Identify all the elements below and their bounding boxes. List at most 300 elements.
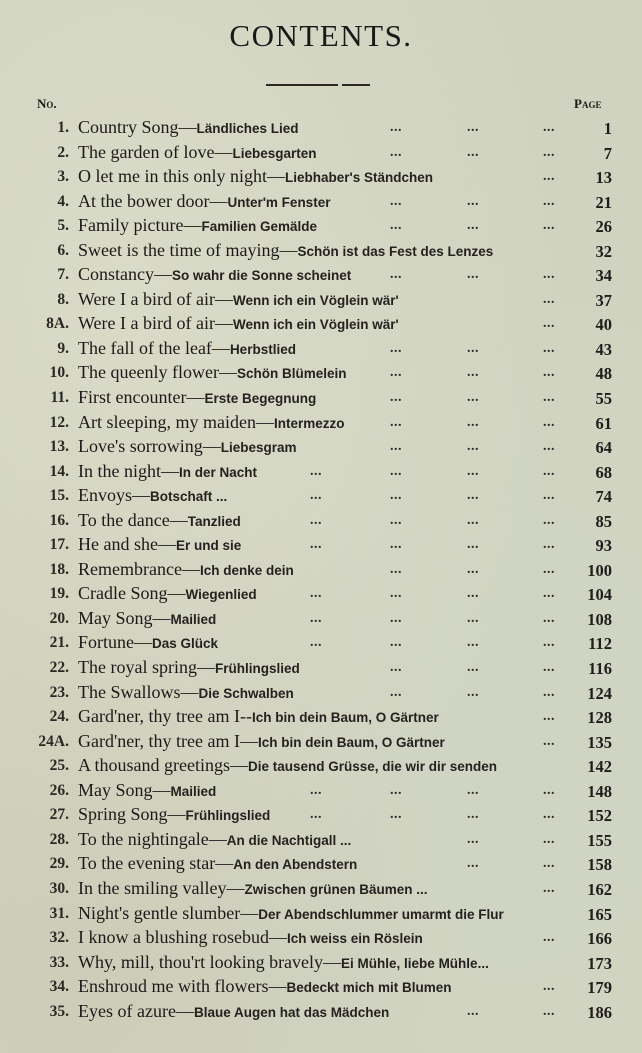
leader-dots: ... xyxy=(310,537,322,553)
english-title: Gard'ner, thy tree am I-- xyxy=(78,706,252,727)
entry-title xyxy=(78,632,218,653)
english-title: A thousand greetings— xyxy=(78,755,248,776)
leader-dots: ... xyxy=(467,365,479,381)
page-number: 135 xyxy=(587,732,612,752)
leader-dots: ... xyxy=(543,365,555,381)
leader-dots: ... xyxy=(543,488,555,504)
leader-dots: ... xyxy=(543,880,555,896)
contents-entry xyxy=(0,804,642,829)
contents-entry xyxy=(0,510,642,535)
leader-dots: ... xyxy=(543,807,555,823)
contents-entry xyxy=(0,412,642,437)
german-title: Der Abendschlummer umarmt die Flur xyxy=(258,906,504,922)
page-number: 7 xyxy=(603,143,612,163)
leader-dots: ... xyxy=(390,635,402,651)
entry-title xyxy=(78,731,445,752)
english-title: The royal spring— xyxy=(78,657,215,678)
entry-title xyxy=(78,362,346,383)
english-title: Fortune— xyxy=(78,632,152,653)
leader-dots: ... xyxy=(467,537,479,553)
entry-title xyxy=(78,755,497,776)
english-title: Cradle Song— xyxy=(78,583,186,604)
entry-number: 20. xyxy=(49,609,69,627)
entry-number: 11. xyxy=(50,389,69,407)
german-title: Liebesgram xyxy=(220,440,297,456)
contents-entry xyxy=(0,927,642,952)
leader-dots: ... xyxy=(467,1003,479,1019)
german-title: Bedeckt mich mit Blumen xyxy=(286,980,452,996)
contents-entry xyxy=(0,608,642,633)
page-number: 186 xyxy=(587,1002,612,1022)
entry-title xyxy=(78,829,351,850)
leader-dots: ... xyxy=(543,463,555,479)
leader-dots: ... xyxy=(543,390,555,406)
leader-dots: ... xyxy=(467,856,479,872)
contents-entry xyxy=(0,436,642,461)
entry-title xyxy=(78,510,241,531)
german-title: Schön ist das Fest des Lenzes xyxy=(297,243,494,259)
entry-number: 12. xyxy=(49,413,69,431)
page-number: 1 xyxy=(603,119,612,138)
entry-number: 24. xyxy=(49,708,69,726)
entry-title xyxy=(78,1001,389,1022)
leader-dots: ... xyxy=(543,291,555,307)
entry-number: 27. xyxy=(49,806,69,824)
leader-dots: ... xyxy=(390,561,402,577)
english-title: At the bower door— xyxy=(78,190,228,211)
german-title: Ei Mühle, liebe Mühle... xyxy=(341,955,489,971)
contents-entry xyxy=(0,731,642,756)
page-number: 64 xyxy=(595,438,612,458)
leader-dots: ... xyxy=(543,733,555,749)
english-title: First encounter— xyxy=(78,387,205,408)
german-title: Erste Begegnung xyxy=(204,391,317,407)
contents-entry xyxy=(0,117,642,142)
leader-dots: ... xyxy=(543,831,555,847)
page-number: 158 xyxy=(587,855,612,875)
contents-entry xyxy=(0,338,642,363)
leader-dots: ... xyxy=(543,193,555,209)
german-title: Mailied xyxy=(170,611,217,627)
leader-dots: ... xyxy=(390,463,402,479)
page-number: 128 xyxy=(587,708,612,728)
english-title: Were I a bird of air— xyxy=(78,313,233,334)
leader-dots: ... xyxy=(543,340,555,356)
contents-entry xyxy=(0,313,642,338)
german-title: Tanzlied xyxy=(187,513,241,529)
entry-title xyxy=(78,804,270,825)
leader-dots: ... xyxy=(390,390,402,406)
contents-entry xyxy=(0,632,642,657)
english-title: The garden of love— xyxy=(78,141,233,162)
german-title: Frühlingslied xyxy=(214,661,300,677)
leader-dots: ... xyxy=(310,807,322,823)
entry-title xyxy=(78,976,452,997)
entry-number: 2. xyxy=(57,143,69,161)
leader-dots: ... xyxy=(390,586,402,602)
english-title: The queenly flower— xyxy=(78,362,237,383)
entry-number: 28. xyxy=(49,830,69,848)
english-title: Envoys— xyxy=(78,485,150,506)
leader-dots: ... xyxy=(543,635,555,651)
leader-dots: ... xyxy=(390,144,402,160)
page-number: 21 xyxy=(595,192,612,212)
leader-dots: ... xyxy=(543,537,555,553)
contents-entry xyxy=(0,264,642,289)
entry-number: 19. xyxy=(49,585,69,603)
contents-entry xyxy=(0,878,642,903)
english-title: The fall of the leaf— xyxy=(78,337,230,358)
contents-entry xyxy=(0,142,642,167)
english-title: Constancy— xyxy=(78,264,172,285)
english-title: To the nightingale— xyxy=(78,828,227,849)
leader-dots: ... xyxy=(467,414,479,430)
contents-entry xyxy=(0,166,642,191)
leader-dots: ... xyxy=(467,684,479,700)
german-title: Wiegenlied xyxy=(185,587,257,603)
leader-dots: ... xyxy=(390,684,402,700)
contents-entry xyxy=(0,215,642,240)
entry-title xyxy=(78,215,317,236)
contents-entry xyxy=(0,191,642,216)
page-number: 48 xyxy=(595,364,612,384)
entry-title xyxy=(78,682,294,703)
german-title: Schön Blümelein xyxy=(236,366,347,382)
entry-title xyxy=(78,313,399,334)
entry-number: 34. xyxy=(49,978,69,996)
german-title: An den Abendstern xyxy=(233,857,358,873)
entry-number: 13. xyxy=(49,438,69,456)
english-title: Country Song— xyxy=(78,117,197,137)
english-title: Love's sorrowing— xyxy=(78,436,221,457)
leader-dots: ... xyxy=(543,218,555,234)
page-number: 43 xyxy=(595,339,612,359)
entry-title xyxy=(78,853,357,874)
german-title: Herbstlied xyxy=(229,341,296,357)
leader-dots: ... xyxy=(543,586,555,602)
leader-dots: ... xyxy=(390,414,402,430)
english-title: In the smiling valley— xyxy=(78,877,245,898)
german-title: So wahr die Sonne scheinet xyxy=(172,268,352,284)
entry-title xyxy=(78,191,330,212)
german-title: Die tausend Grüsse, die wir dir senden xyxy=(247,759,498,775)
leader-dots: ... xyxy=(310,782,322,798)
german-title: Liebhaber's Ständchen xyxy=(285,170,433,186)
page-number: 124 xyxy=(587,683,612,703)
entry-title xyxy=(78,264,351,285)
german-title: Blaue Augen hat das Mädchen xyxy=(193,1004,390,1020)
leader-dots: ... xyxy=(467,193,479,209)
leader-dots: ... xyxy=(543,660,555,676)
leader-dots: ... xyxy=(543,439,555,455)
contents-entry xyxy=(0,903,642,928)
english-title: The Swallows— xyxy=(78,681,199,702)
english-title: Enshroud me with flowers— xyxy=(78,976,287,997)
contents-entry xyxy=(0,485,642,510)
entry-number: 16. xyxy=(49,511,69,529)
contents-entry xyxy=(0,829,642,854)
contents-list xyxy=(0,117,642,1025)
german-title: Zwischen grünen Bäumen ... xyxy=(244,881,428,897)
entry-number: 22. xyxy=(49,659,69,677)
leader-dots: ... xyxy=(390,439,402,455)
entry-number: 21. xyxy=(49,634,69,652)
german-title: Wenn ich ein Vöglein wär' xyxy=(232,317,399,333)
contents-entry xyxy=(0,387,642,412)
page-number: 108 xyxy=(587,609,612,629)
leader-dots: ... xyxy=(467,340,479,356)
leader-dots: ... xyxy=(543,610,555,626)
leader-dots: ... xyxy=(310,610,322,626)
entry-number: 5. xyxy=(57,217,69,235)
german-title: Mailied xyxy=(170,783,217,799)
leader-dots: ... xyxy=(467,144,479,160)
leader-dots: ... xyxy=(543,144,555,160)
page-number: 152 xyxy=(587,806,612,826)
page-number: 37 xyxy=(595,290,612,310)
german-title: An die Nachtigall ... xyxy=(226,832,352,848)
german-title: Das Glück xyxy=(152,636,219,652)
entry-title xyxy=(78,412,344,433)
contents-entry xyxy=(0,1001,642,1026)
entry-number: 32. xyxy=(49,929,69,947)
page-number: 104 xyxy=(587,585,612,605)
entry-number: 35. xyxy=(49,1002,69,1020)
leader-dots: ... xyxy=(543,979,555,995)
entry-title xyxy=(78,436,297,457)
leader-dots: ... xyxy=(467,463,479,479)
leader-dots: ... xyxy=(390,340,402,356)
leader-dots: ... xyxy=(390,267,402,283)
leader-dots: ... xyxy=(390,660,402,676)
page-number: 148 xyxy=(587,781,612,801)
leader-dots: ... xyxy=(467,218,479,234)
leader-dots: ... xyxy=(390,218,402,234)
english-title: Were I a bird of air— xyxy=(78,288,233,309)
column-header-number: No. xyxy=(37,96,57,111)
leader-dots: ... xyxy=(543,709,555,725)
entry-number: 8. xyxy=(57,290,69,308)
page-number: 173 xyxy=(587,953,612,973)
page-number: 13 xyxy=(595,168,612,188)
column-header-page: Page xyxy=(574,96,602,111)
leader-dots: ... xyxy=(390,488,402,504)
page-number: 85 xyxy=(595,511,612,531)
leader-dots: ... xyxy=(543,561,555,577)
leader-dots: ... xyxy=(543,316,555,332)
leader-dots: ... xyxy=(310,488,322,504)
entry-number: 1. xyxy=(57,119,69,136)
contents-entry xyxy=(0,362,642,387)
entry-number: 15. xyxy=(49,487,69,505)
english-title: May Song— xyxy=(78,607,171,628)
entry-number: 6. xyxy=(57,241,69,259)
contents-entry xyxy=(0,534,642,559)
german-title: Intermezzo xyxy=(273,415,345,431)
leader-dots: ... xyxy=(467,120,479,135)
page-number: 166 xyxy=(587,929,612,949)
leader-dots: ... xyxy=(543,512,555,528)
english-title: He and she— xyxy=(78,534,176,555)
german-title: Ich bin dein Baum, O Gärtner xyxy=(251,710,439,726)
german-title: Wenn ich ein Vöglein wär' xyxy=(232,292,399,308)
page-number: 162 xyxy=(587,879,612,899)
leader-dots: ... xyxy=(467,782,479,798)
entry-title xyxy=(78,608,216,629)
english-title: O let me in this only night— xyxy=(78,166,285,187)
page-number: 116 xyxy=(588,659,612,679)
contents-entry xyxy=(0,976,642,1001)
contents-entry xyxy=(0,559,642,584)
entry-title xyxy=(78,142,316,163)
entry-title xyxy=(78,559,294,580)
page-number: 142 xyxy=(587,757,612,777)
entry-number: 3. xyxy=(57,168,69,186)
leader-dots: ... xyxy=(467,439,479,455)
leader-dots: ... xyxy=(390,193,402,209)
contents-entry xyxy=(0,706,642,731)
page-number: 32 xyxy=(595,241,612,261)
english-title: Family picture— xyxy=(78,215,202,236)
title-divider xyxy=(266,84,370,94)
leader-dots: ... xyxy=(310,586,322,602)
leader-dots: ... xyxy=(390,782,402,798)
page-number: 61 xyxy=(595,413,612,433)
page-number: 74 xyxy=(595,487,612,507)
page-number: 100 xyxy=(587,560,612,580)
contents-entry xyxy=(0,952,642,977)
german-title: Ich bin dein Baum, O Gärtner xyxy=(257,734,445,750)
contents-entry xyxy=(0,755,642,780)
entry-number: 17. xyxy=(49,536,69,554)
page-number: 40 xyxy=(595,315,612,335)
entry-title xyxy=(78,583,257,604)
contents-entry xyxy=(0,289,642,314)
entry-number: 25. xyxy=(49,757,69,775)
english-title: Art sleeping, my maiden— xyxy=(78,411,274,432)
entry-title xyxy=(78,534,241,555)
leader-dots: ... xyxy=(543,120,555,135)
leader-dots: ... xyxy=(543,267,555,283)
leader-dots: ... xyxy=(390,537,402,553)
leader-dots: ... xyxy=(310,512,322,528)
contents-entry xyxy=(0,657,642,682)
entry-number: 4. xyxy=(57,192,69,210)
leader-dots: ... xyxy=(390,610,402,626)
german-title: Familien Gemälde xyxy=(201,219,318,235)
entry-title xyxy=(78,780,216,801)
german-title: Ich weiss ein Röslein xyxy=(286,931,423,947)
leader-dots: ... xyxy=(543,169,555,185)
entry-number: 18. xyxy=(49,560,69,578)
entry-number: 7. xyxy=(57,266,69,284)
page-title: CONTENTS. xyxy=(229,18,413,53)
entry-number: 10. xyxy=(49,364,69,382)
entry-number: 9. xyxy=(57,339,69,357)
english-title: May Song— xyxy=(78,779,171,800)
entry-title xyxy=(78,485,227,506)
entry-number: 29. xyxy=(49,855,69,873)
page-number: 179 xyxy=(587,978,612,998)
english-title: Spring Song— xyxy=(78,804,186,825)
german-title: Ländliches Lied xyxy=(196,121,299,136)
entry-title xyxy=(78,387,316,408)
contents-entry xyxy=(0,780,642,805)
page-number: 155 xyxy=(587,830,612,850)
entry-number: 14. xyxy=(49,462,69,480)
page-number: 93 xyxy=(595,536,612,556)
entry-title xyxy=(78,240,493,261)
entry-title xyxy=(78,657,300,678)
english-title: In the night— xyxy=(78,460,179,481)
page-number: 26 xyxy=(595,217,612,237)
leader-dots: ... xyxy=(467,561,479,577)
leader-dots: ... xyxy=(467,390,479,406)
entry-title xyxy=(78,952,489,973)
contents-entry xyxy=(0,583,642,608)
english-title: Sweet is the time of maying— xyxy=(78,239,298,260)
english-title: Eyes of azure— xyxy=(78,1000,194,1021)
entry-title xyxy=(78,117,299,138)
leader-dots: ... xyxy=(390,120,402,135)
entry-number: 33. xyxy=(49,953,69,971)
entry-number: 24A. xyxy=(38,732,69,750)
entry-title xyxy=(78,903,504,924)
page-number: 165 xyxy=(587,904,612,924)
entry-title xyxy=(78,927,423,948)
entry-title xyxy=(78,338,296,359)
english-title: Why, mill, thou'rt looking bravely— xyxy=(78,951,342,972)
page-number: 112 xyxy=(588,634,612,654)
english-title: To the dance— xyxy=(78,509,188,530)
leader-dots: ... xyxy=(467,488,479,504)
english-title: Gard'ner, thy tree am I— xyxy=(78,730,258,751)
contents-entry xyxy=(0,461,642,486)
leader-dots: ... xyxy=(543,930,555,946)
leader-dots: ... xyxy=(390,807,402,823)
leader-dots: ... xyxy=(543,1003,555,1019)
german-title: Botschaft ... xyxy=(150,489,228,505)
english-title: To the evening star— xyxy=(78,853,234,874)
contents-entry xyxy=(0,853,642,878)
entry-title xyxy=(78,878,428,899)
leader-dots: ... xyxy=(467,660,479,676)
entry-title xyxy=(78,461,257,482)
entry-title xyxy=(78,166,433,187)
leader-dots: ... xyxy=(390,512,402,528)
leader-dots: ... xyxy=(310,463,322,479)
entry-number: 31. xyxy=(49,904,69,922)
entry-title xyxy=(78,706,439,727)
leader-dots: ... xyxy=(543,782,555,798)
page-number: 55 xyxy=(595,389,612,409)
leader-dots: ... xyxy=(467,610,479,626)
leader-dots: ... xyxy=(467,635,479,651)
leader-dots: ... xyxy=(543,856,555,872)
leader-dots: ... xyxy=(467,512,479,528)
german-title: Frühlingslied xyxy=(185,808,271,824)
leader-dots: ... xyxy=(467,586,479,602)
page-number: 68 xyxy=(595,462,612,482)
contents-entry xyxy=(0,682,642,707)
english-title: Remembrance— xyxy=(78,558,200,579)
leader-dots: ... xyxy=(467,267,479,283)
german-title: Ich denke dein xyxy=(199,562,294,578)
leader-dots: ... xyxy=(467,807,479,823)
leader-dots: ... xyxy=(543,414,555,430)
leader-dots: ... xyxy=(390,365,402,381)
entry-number: 8A. xyxy=(46,315,69,333)
